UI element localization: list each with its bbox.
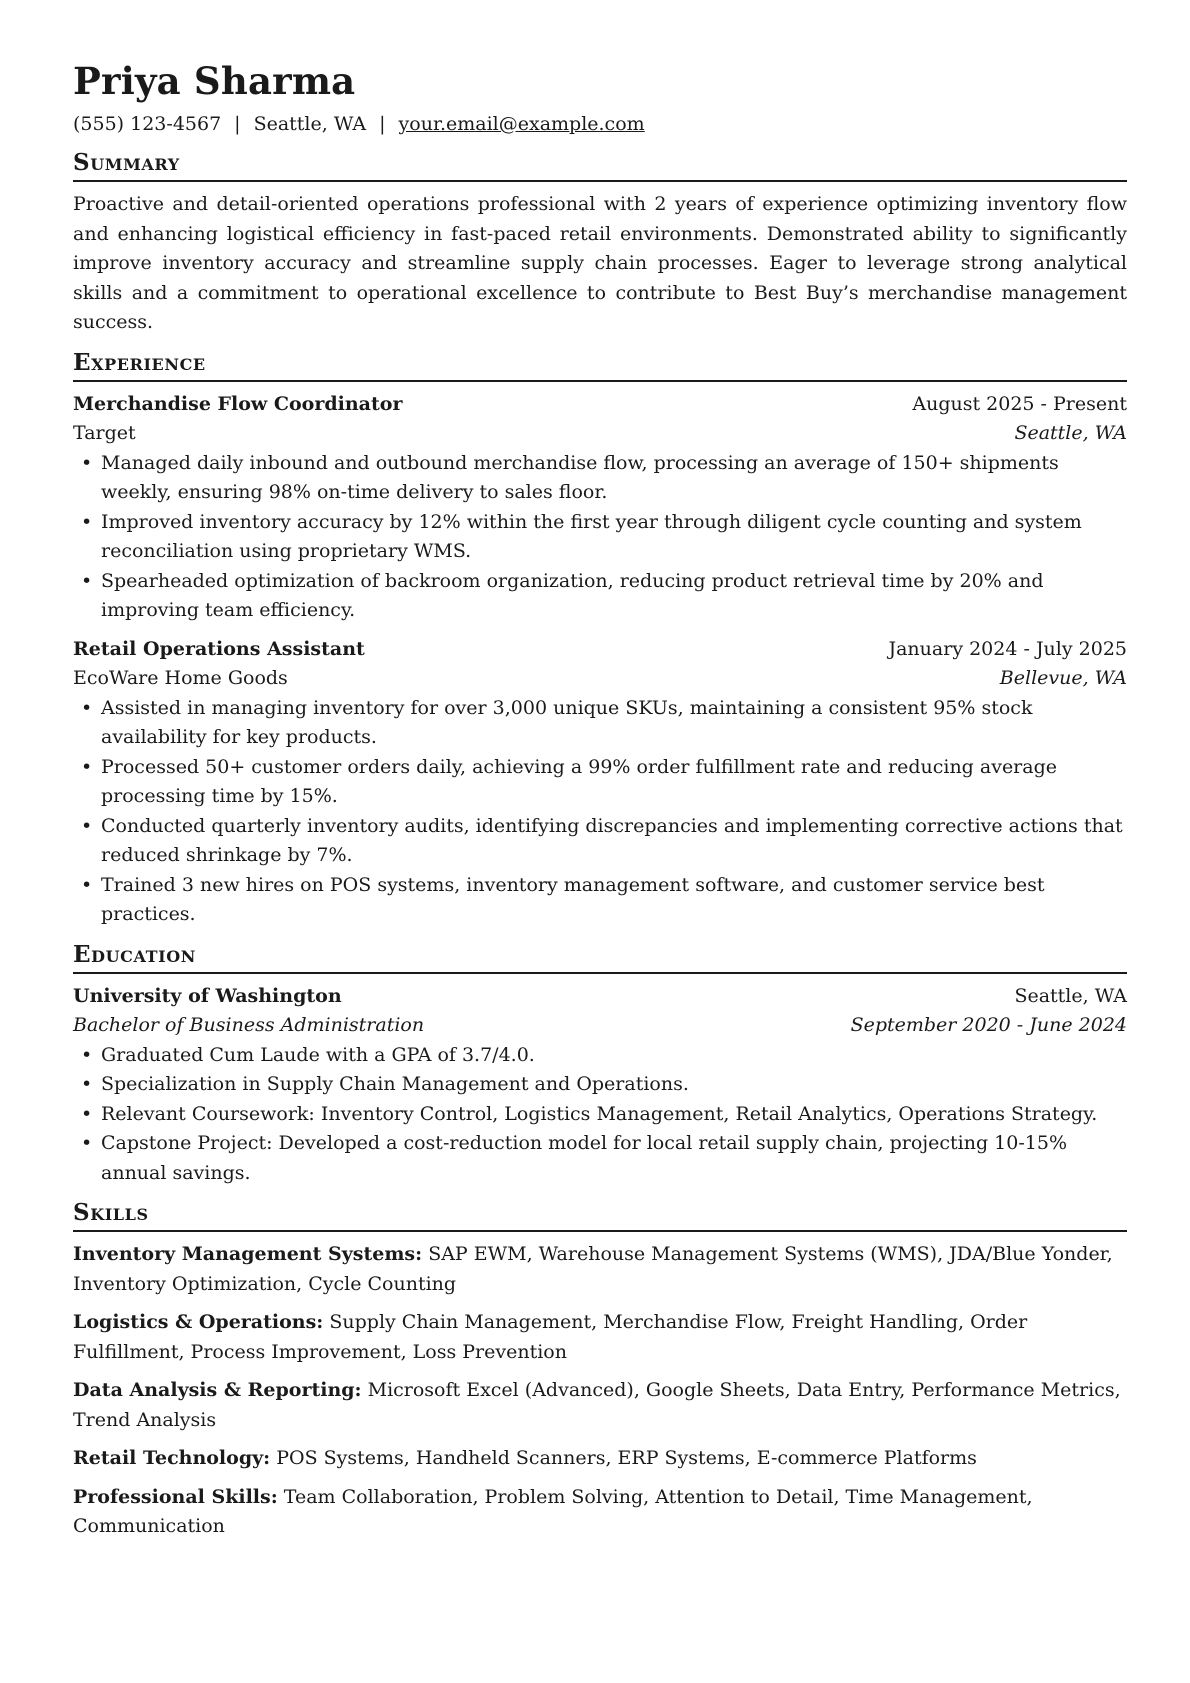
skill-text: Supply Chain Management, Merchandise Flow, Freight Handling, Order Fulfillment, Process Improvement, Loss Prevention: [73, 1311, 1028, 1363]
skill-label: Professional Skills:: [73, 1485, 278, 1508]
skills-section: [73, 1198, 1127, 1542]
education-bullets: [73, 1041, 1127, 1189]
skill-text: POS Systems, Handheld Scanners, ERP Systems, E-commerce Platforms: [276, 1447, 977, 1469]
summary-text: Proactive and detail-oriented operations professional with 2 years of experience optimizing inventory flow and enhancing logistical efficiency in fast-paced retail environments. Demonstrated ability to significantly improve inventory accuracy and streamline supply chain processes. Eager to leverage strong analytical skills and a commitment to operational excellence to contribute to Best Buy’s merchandise management success.: [73, 193, 1127, 333]
section-title-summary: Summary: [73, 148, 1127, 182]
list-item: • Conducted quarterly inventory audits, identifying discrepancies and implementing corrective actions that reduced shrinkage by 7%.: [73, 812, 1127, 871]
job-bullets: [73, 449, 1127, 626]
experience-entry: [73, 390, 1127, 626]
skill-label: Inventory Management Systems:: [73, 1243, 423, 1265]
phone-number: (555) 123-4567: [73, 113, 222, 135]
skill-text: Microsoft Excel (Advanced), Google Sheets, Data Entry, Performance Metrics, Trend Analysis: [73, 1379, 1121, 1431]
job-title: Retail Operations Assistant: [73, 637, 365, 660]
job-dates: January 2024 - July 2025: [888, 637, 1127, 660]
skill-group: [73, 1308, 1127, 1367]
list-item: • Specialization in Supply Chain Management and Operations.: [73, 1070, 1127, 1100]
company-name: Target: [73, 422, 136, 444]
skill-label: Data Analysis & Reporting:: [73, 1379, 362, 1401]
school-location: Seattle, WA: [1014, 984, 1127, 1007]
job-bullets: [73, 694, 1127, 930]
summary-section: [73, 148, 1127, 338]
list-item: • Assisted in managing inventory for over 3,000 unique SKUs, maintaining a consistent 95% stock availability for key products.: [73, 694, 1127, 753]
experience-section: [73, 348, 1127, 930]
skill-group: [73, 1376, 1127, 1435]
contact-separator: |: [379, 113, 386, 135]
skill-label: Retail Technology:: [73, 1447, 271, 1469]
skill-text: Team Collaboration, Problem Solving, Attention to Detail, Time Management, Communication: [73, 1485, 1033, 1537]
list-item: • Relevant Coursework: Inventory Control, Logistics Management, Retail Analytics, Operations Strategy.: [73, 1100, 1127, 1130]
section-title-skills: Skills: [73, 1198, 1127, 1232]
section-title-education: Education: [73, 940, 1127, 974]
candidate-name: Priya Sharma: [73, 59, 356, 103]
job-title: Merchandise Flow Coordinator: [73, 392, 403, 415]
list-item: • Graduated Cum Laude with a GPA of 3.7/4.0.: [73, 1041, 1127, 1071]
section-title-experience: Experience: [73, 348, 1127, 382]
skill-group: [73, 1444, 1127, 1474]
list-item: • Processed 50+ customer orders daily, achieving a 99% order fulfillment rate and reducing average processing time by 15%.: [73, 753, 1127, 812]
school-name: University of Washington: [73, 984, 342, 1007]
job-location: Seattle, WA: [1014, 422, 1127, 444]
email-link[interactable]: your.email@example.com: [398, 113, 645, 135]
contact-separator: |: [234, 113, 241, 135]
company-name: EcoWare Home Goods: [73, 667, 288, 689]
list-item: • Capstone Project: Developed a cost-reduction model for local retail supply chain, projecting 10-15% annual savings.: [73, 1129, 1127, 1188]
degree-name: Bachelor of Business Administration: [73, 1014, 425, 1036]
skill-text: SAP EWM, Warehouse Management Systems (WMS), JDA/Blue Yonder, Inventory Optimization, Cycle Counting: [73, 1243, 1113, 1295]
contact-location: Seattle, WA: [253, 113, 367, 135]
job-location: Bellevue, WA: [999, 667, 1127, 689]
list-item: • Spearheaded optimization of backroom organization, reducing product retrieval time by 20% and improving team efficiency.: [73, 567, 1127, 626]
education-entry: [73, 982, 1127, 1189]
job-dates: August 2025 - Present: [912, 392, 1127, 415]
skill-group: [73, 1483, 1127, 1542]
list-item: • Managed daily inbound and outbound merchandise flow, processing an average of 150+ shipments weekly, ensuring 98% on-time delivery to sales floor.: [73, 449, 1127, 508]
list-item: • Trained 3 new hires on POS systems, inventory management software, and customer service best practices.: [73, 871, 1127, 930]
experience-entry: [73, 635, 1127, 930]
education-dates: September 2020 - June 2024: [850, 1014, 1127, 1036]
skill-group: [73, 1240, 1127, 1299]
list-item: • Improved inventory accuracy by 12% within the first year through diligent cycle counting and system reconciliation using proprietary WMS.: [73, 508, 1127, 567]
skill-label: Logistics & Operations:: [73, 1311, 324, 1333]
contact-line: [73, 110, 1127, 138]
education-section: [73, 940, 1127, 1189]
